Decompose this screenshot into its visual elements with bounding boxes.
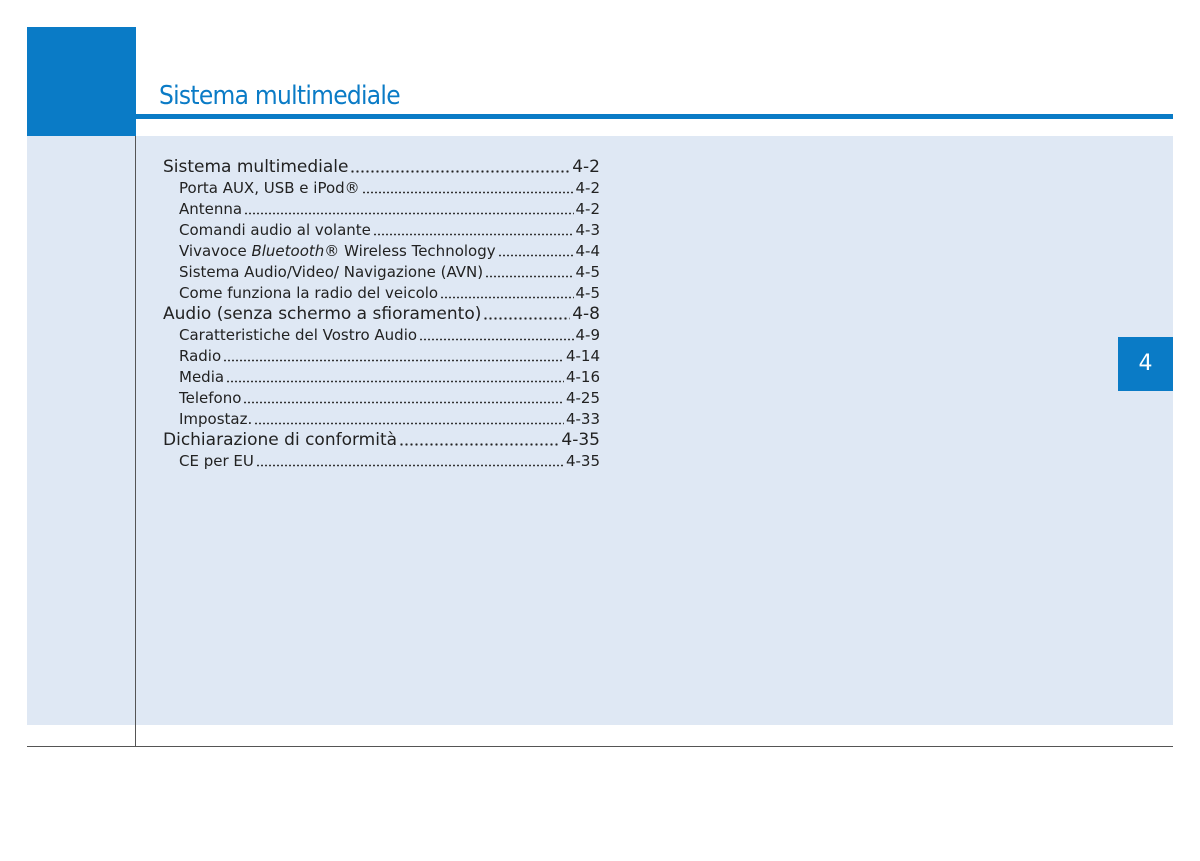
toc-leader <box>362 182 574 194</box>
toc-entry[interactable] <box>163 157 600 178</box>
toc-entry-page: 4-9 <box>575 326 600 344</box>
toc-entry[interactable] <box>163 304 600 325</box>
toc-entry[interactable] <box>163 451 600 472</box>
toc-entry-label: Impostaz. <box>179 410 253 428</box>
toc-leader <box>244 203 573 215</box>
toc-entry-page: 4-2 <box>575 179 600 197</box>
toc-entry-label: Porta AUX, USB e iPod® <box>179 179 360 197</box>
toc-entry[interactable] <box>163 220 600 241</box>
toc-leader <box>485 266 573 278</box>
header-color-block <box>27 27 136 136</box>
toc-entry-label: Comandi audio al volante <box>179 221 371 239</box>
toc-entry[interactable] <box>163 178 600 199</box>
toc-leader <box>440 287 573 299</box>
toc-leader <box>399 434 559 446</box>
page-title: Sistema multimediale <box>159 81 400 111</box>
toc-entry-label: Dichiarazione di conformità <box>163 430 398 450</box>
toc-entry[interactable] <box>163 409 600 430</box>
title-underline <box>136 114 1173 119</box>
table-of-contents <box>163 157 600 472</box>
toc-leader <box>254 413 564 425</box>
toc-entry[interactable] <box>163 346 600 367</box>
toc-entry-page: 4-16 <box>565 368 600 386</box>
bluetooth-brand-text: Bluetooth <box>251 242 325 260</box>
toc-entry[interactable] <box>163 325 600 346</box>
toc-leader <box>226 371 564 383</box>
toc-entry-page: 4-14 <box>565 347 600 365</box>
toc-entry-label: CE per EU <box>179 452 254 470</box>
toc-leader <box>256 455 564 467</box>
toc-entry-page: 4-3 <box>575 221 600 239</box>
toc-entry-page: 4-8 <box>572 304 600 324</box>
toc-leader <box>350 161 570 173</box>
toc-entry-page: 4-4 <box>575 242 600 260</box>
vertical-divider <box>135 136 136 746</box>
toc-entry-label: Come funziona la radio del veicolo <box>179 284 439 302</box>
toc-entry-label: Telefono <box>179 389 242 407</box>
toc-entry[interactable] <box>163 367 600 388</box>
toc-entry-page: 4-35 <box>561 430 600 450</box>
toc-entry[interactable] <box>163 199 600 220</box>
toc-leader <box>223 350 564 362</box>
toc-entry-label: Caratteristiche del Vostro Audio <box>179 326 418 344</box>
chapter-tab[interactable]: 4 <box>1118 337 1173 391</box>
footer-divider <box>27 746 1173 747</box>
toc-entry[interactable] <box>163 388 600 409</box>
toc-entry-label: Sistema Audio/Video/ Navigazione (AVN) <box>179 263 484 281</box>
toc-entry-label: Vivavoce Bluetooth® Wireless Technology <box>179 242 496 260</box>
toc-entry-page: 4-35 <box>565 452 600 470</box>
toc-leader <box>483 308 570 320</box>
toc-entry-label: Sistema multimediale <box>163 157 349 177</box>
toc-entry-page: 4-5 <box>575 263 600 281</box>
toc-leader <box>498 245 574 257</box>
toc-entry[interactable] <box>163 430 600 451</box>
toc-leader <box>373 224 574 236</box>
toc-entry-page: 4-33 <box>565 410 600 428</box>
toc-entry[interactable] <box>163 283 600 304</box>
toc-entry-page: 4-5 <box>575 284 600 302</box>
toc-entry-page: 4-25 <box>565 389 600 407</box>
toc-leader <box>419 329 573 341</box>
toc-entry-page: 4-2 <box>575 200 600 218</box>
toc-entry-label: Radio <box>179 347 222 365</box>
toc-entry-label: Audio (senza schermo a sfioramento) <box>163 304 482 324</box>
toc-entry[interactable] <box>163 241 600 262</box>
toc-entry-label: Media <box>179 368 225 386</box>
toc-entry-page: 4-2 <box>572 157 600 177</box>
toc-leader <box>243 392 564 404</box>
toc-entry[interactable] <box>163 262 600 283</box>
toc-entry-label: Antenna <box>179 200 243 218</box>
